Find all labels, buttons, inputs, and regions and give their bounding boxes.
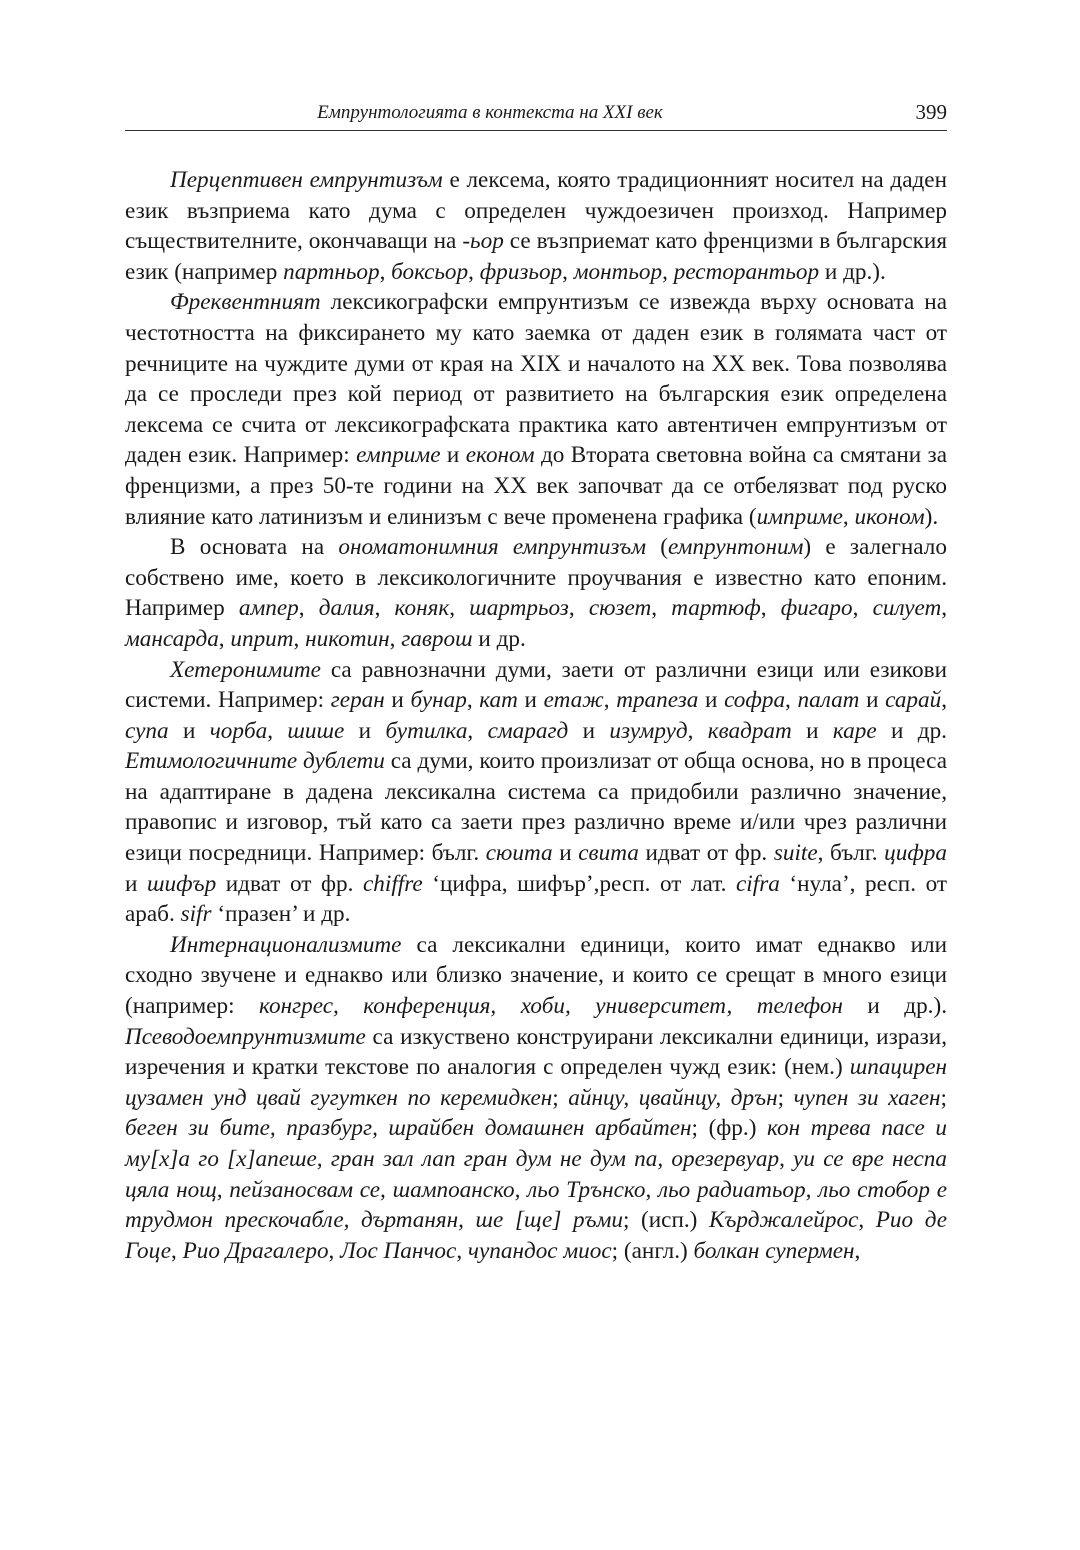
- text-run: до Втората световна война са смятани за френцизми, а през 50-те години на XX век започват да се отбелязват под руско влияние като латинизъм и елинизъм с вече променена графика (: [125, 442, 947, 530]
- italic-term: никотин: [305, 625, 390, 652]
- italic-term: ресторантьор: [673, 258, 820, 285]
- italic-term: мансарда: [125, 625, 219, 652]
- italic-term: айнцу, цвайнцу, дрън: [568, 1084, 778, 1111]
- text-run: ,: [298, 595, 319, 622]
- text-run: ,: [760, 595, 781, 622]
- text-run: ‘празен’ и др.: [211, 901, 351, 928]
- italic-term: фигаро: [780, 595, 853, 622]
- text-run: ) е залегнало собствено име, което в лексикологичните проучвания е известно като епоним. Например: [125, 534, 947, 622]
- italic-term: етаж: [543, 687, 604, 714]
- text-run: ,: [328, 1237, 341, 1264]
- italic-term: cifra: [736, 870, 780, 897]
- italic-term: квадрат: [707, 717, 792, 744]
- text-run: и: [125, 870, 147, 897]
- text-run: ;: [940, 1084, 947, 1111]
- text-run: и: [168, 717, 210, 744]
- italic-term: бутилка: [385, 717, 468, 744]
- italic-term: силует: [872, 595, 942, 622]
- italic-term: цифра: [884, 840, 947, 867]
- italic-term: чупен зи хаген: [793, 1084, 941, 1111]
- italic-term: боксьор: [391, 258, 469, 285]
- italic-term: софра: [724, 687, 786, 714]
- italic-term: Рио Драгалеро: [182, 1237, 329, 1264]
- text-run: и: [698, 687, 725, 714]
- text-run: ,: [852, 595, 873, 622]
- italic-term: гаврош: [401, 625, 473, 652]
- text-run: В основата на: [170, 534, 339, 561]
- text-run: ,: [293, 625, 306, 652]
- text-run: и: [440, 442, 466, 469]
- text-run: ‘нула’, респ. от араб.: [125, 870, 948, 928]
- paragraph: [125, 165, 947, 287]
- text-run: ,: [218, 625, 231, 652]
- italic-term: емприме: [356, 442, 441, 469]
- italic-term: чорба: [209, 717, 268, 744]
- text-run: ; (англ.): [611, 1237, 694, 1264]
- italic-term: иконом: [854, 503, 925, 530]
- text-run: се възприемат като френцизми в българския език (например: [125, 228, 947, 285]
- italic-term: Перцептивен емпрунтизъм: [170, 167, 443, 193]
- italic-term: шартрьоз: [469, 595, 569, 622]
- text-run: ,: [651, 595, 672, 622]
- text-run: ; (исп.): [622, 1207, 709, 1234]
- text-run: и: [517, 687, 544, 714]
- text-run: и др.: [876, 717, 947, 744]
- text-run: и: [568, 717, 610, 744]
- text-run: , бълг.: [817, 840, 885, 867]
- italic-term: иприт: [230, 625, 294, 652]
- text-run: ,: [568, 595, 589, 622]
- italic-term: шифър: [146, 870, 217, 897]
- text-run: идват от фр.: [216, 870, 363, 897]
- italic-term: каре: [832, 717, 877, 744]
- italic-term: болкан супермен: [693, 1237, 855, 1264]
- italic-term: ономатонимния емпрунтизъм: [338, 534, 646, 561]
- text-run: ‘цифра, шифър’,респ. от лат.: [422, 870, 737, 897]
- italic-term: бунар: [410, 687, 467, 714]
- italic-term: тартюф: [671, 595, 761, 622]
- text-run: идват от фр.: [638, 840, 774, 867]
- body-text: [125, 165, 947, 1266]
- text-run: ,: [468, 258, 480, 285]
- text-run: ,: [854, 1237, 861, 1264]
- text-run: и: [384, 687, 411, 714]
- italic-term: Интернационализмите: [170, 931, 402, 958]
- text-run: ,: [662, 258, 674, 285]
- italic-term: емпрунтоним: [667, 534, 804, 561]
- running-header: [125, 100, 947, 131]
- italic-term: трапеза: [616, 687, 699, 714]
- paragraph: [125, 532, 947, 654]
- text-run: ).: [924, 503, 939, 530]
- italic-term: монтьор: [573, 258, 663, 285]
- text-run: ; (фр.): [691, 1115, 768, 1142]
- italic-term: шпацирен цузамен унд цвай гугуткен по керемидкен: [125, 1054, 947, 1111]
- italic-term: смарагд: [487, 717, 569, 744]
- text-run: са думи, които произлизат от обща основа, но в процеса на адаптиране в дадена лексикална система са придобили различно значение, правопис и изговор, тъй като са заети през различно време и/или чрез различни езици посредници. Например: бълг.: [125, 748, 947, 867]
- italic-term: сюита: [485, 840, 553, 867]
- italic-term: Лос Панчос: [340, 1237, 457, 1264]
- text-run: и др.).: [819, 258, 886, 285]
- text-run: ,: [858, 1207, 876, 1234]
- italic-term: беген зи бите, празбург, шрайбен домашнен арбайтен: [125, 1115, 692, 1142]
- paragraph: [125, 287, 947, 532]
- text-run: ,: [466, 687, 480, 714]
- italic-term: сюзет: [588, 595, 652, 622]
- text-run: ,: [449, 595, 470, 622]
- italic-term: палат: [797, 687, 860, 714]
- italic-term: Фреквентният: [170, 289, 321, 316]
- text-run: и др.).: [842, 993, 947, 1020]
- italic-term: свита: [578, 840, 639, 867]
- text-run: и: [791, 717, 833, 744]
- text-run: ,: [842, 503, 855, 530]
- italic-term: -ьор: [462, 228, 504, 255]
- italic-term: сарай: [885, 687, 942, 714]
- text-run: ,: [379, 258, 392, 285]
- text-run: ,: [456, 1237, 468, 1264]
- italic-term: sifr: [180, 901, 212, 928]
- text-run: ;: [552, 1084, 569, 1111]
- italic-term: коняк: [394, 595, 450, 622]
- italic-term: партньор: [283, 258, 380, 285]
- italic-term: кат: [479, 687, 518, 714]
- text-run: и: [552, 840, 579, 867]
- page-number: 399: [915, 100, 947, 124]
- italic-term: кон трева пасе и му[х]а го [х]апеше, гран зал лап гран дум не дум па, орезервуар, уи се вре неспа цяла нощ, пейзаносвам се, шампоанско, льо Трънско, льо радиатьор, льо стобор е трудмон прескочабле, дъртанян, ше [ще] ръми: [125, 1115, 947, 1234]
- text-run: ,: [562, 258, 574, 285]
- text-run: ,: [941, 687, 947, 714]
- italic-term: конгрес, конференция, хоби, университет, телефон: [259, 993, 843, 1020]
- text-run: и др.: [472, 625, 526, 652]
- text-run: ,: [687, 717, 708, 744]
- text-run: ;: [777, 1084, 794, 1111]
- italic-term: супа: [125, 717, 169, 744]
- text-run: (: [646, 534, 668, 561]
- text-run: ,: [389, 625, 402, 652]
- text-run: ,: [467, 717, 488, 744]
- italic-term: Хетеронимите: [170, 656, 321, 683]
- italic-term: шише: [287, 717, 345, 744]
- italic-term: Етимологичните дублети: [125, 748, 385, 775]
- italic-term: економ: [465, 442, 535, 469]
- italic-term: ампер: [238, 595, 299, 622]
- italic-term: Псеводоемпрунтизмите: [125, 1023, 366, 1050]
- italic-term: chiffre: [363, 870, 423, 897]
- paragraph: [125, 655, 947, 930]
- text-run: ,: [374, 595, 395, 622]
- italic-term: Кърджалейрос: [708, 1207, 859, 1234]
- text-run: са изкуствено конструирани лексикални единици, изрази, изречения и кратки текстове по аналогия с определен чужд език: (нем.): [125, 1023, 947, 1081]
- running-title: Емпрунтологията в контекста на XXI век: [317, 102, 663, 123]
- italic-term: далия: [318, 595, 375, 622]
- paragraph: [125, 930, 947, 1267]
- text-run: са равнозначни думи, заети от различни езици или езикови системи. Например:: [125, 656, 947, 714]
- italic-term: имприме: [756, 503, 843, 530]
- italic-term: геран: [330, 687, 385, 714]
- text-run: ,: [785, 687, 798, 714]
- italic-term: Рио де Гоце: [125, 1207, 948, 1264]
- text-run: са лексикални единици, които имат еднакво или сходно звучене и еднакво или близко значение, и които се срещат в много езици (например:: [125, 931, 947, 1020]
- italic-term: чупандос миос: [467, 1237, 612, 1264]
- text-run: и: [859, 687, 886, 714]
- text-run: ,: [171, 1237, 183, 1264]
- italic-term: изумруд: [609, 717, 688, 744]
- text-run: и: [344, 717, 386, 744]
- text-run: лексикографски емпрунтизъм се извежда върху основата на честотността на фиксирането му като заемка от даден език в голямата част от речниците на чуждите думи от края на XIX и началото на XX век. Това позволява да се проследи през кой период от развитието на българския език определена лексема се счита от лексикографската практика като автентичен емпрунтизъм от даден език. Например:: [125, 289, 947, 469]
- italic-term: фризьор: [479, 258, 563, 285]
- text-run: ,: [941, 595, 948, 622]
- italic-term: suite: [773, 840, 818, 867]
- text-run: ,: [603, 687, 617, 714]
- text-run: ,: [267, 717, 288, 744]
- text-run: е лексема, която традиционният носител на даден език възприема като дума с определен чуждоезичен произход. Например съществителните, окончаващи на: [125, 167, 947, 255]
